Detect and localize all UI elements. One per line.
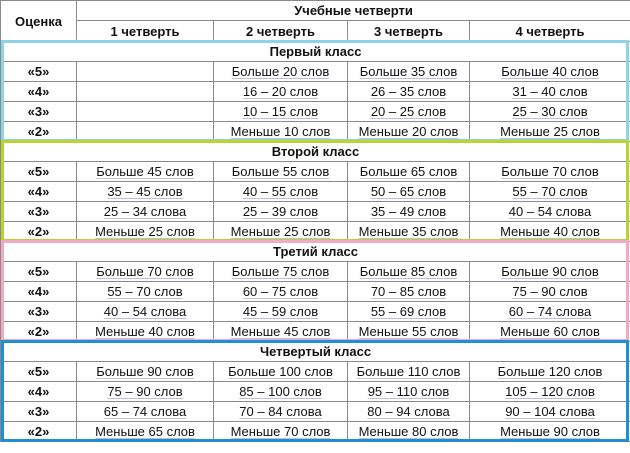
section-title-row: [1, 42, 630, 62]
table-row: [1, 422, 630, 442]
quarter-1-cell: [77, 82, 214, 102]
quarter-2-cell: [214, 202, 348, 222]
word-count-value: 80 – 94 слова: [367, 404, 450, 419]
table-row: [1, 362, 630, 382]
word-count-value: Меньше 55 слов: [358, 324, 459, 339]
grade-cell: «4»: [1, 282, 77, 302]
word-count-value: Меньше 90 слов: [500, 424, 600, 439]
quarter-3-cell: [348, 82, 470, 102]
word-count-value: 75 – 90 слов: [512, 284, 588, 299]
word-count-value: 31 – 40 слов: [512, 84, 588, 99]
quarter-4-cell: [470, 202, 630, 222]
grade-cell: «4»: [1, 182, 77, 202]
word-count-value: Меньше 40 слов: [500, 224, 600, 239]
word-count-value: 40 – 54 слова: [103, 304, 187, 319]
quarter-1-cell: [77, 422, 214, 442]
quarter-1-cell: [77, 162, 214, 182]
word-count-value: Больше 90 слов: [96, 364, 194, 379]
word-count-value: Меньше 10 слов: [230, 124, 331, 139]
quarter-4-cell: [470, 62, 630, 82]
table-row: [1, 302, 630, 322]
quarter-4-cell: [470, 302, 630, 322]
word-count-value: Меньше 25 слов: [95, 224, 195, 239]
grade-cell: «3»: [1, 202, 77, 222]
quarter-header-1: 1 четверть: [77, 21, 214, 42]
grade-cell: «2»: [1, 422, 77, 442]
table-row: [1, 202, 630, 222]
word-count-value: 105 – 120 слов: [505, 384, 595, 399]
section-title-row: [1, 142, 630, 162]
table-row: [1, 122, 630, 142]
table-row: [1, 182, 630, 202]
grade-cell: «5»: [1, 62, 77, 82]
quarter-2-cell: [214, 122, 348, 142]
grade-cell: «3»: [1, 102, 77, 122]
word-count-value: Больше 70 слов: [501, 164, 599, 179]
quarter-4-cell: [470, 222, 630, 242]
quarter-4-cell: [470, 122, 630, 142]
word-count-value: 35 – 49 слов: [370, 204, 447, 219]
quarter-1-cell: [77, 62, 214, 82]
grade-cell: «2»: [1, 122, 77, 142]
word-count-value: Больше 110 слов: [356, 364, 461, 379]
grade-cell: «2»: [1, 222, 77, 242]
grade-column-header: Оценка: [1, 1, 77, 42]
word-count-value: Больше 40 слов: [501, 64, 599, 79]
word-count-value: Больше 55 слов: [231, 164, 330, 179]
word-count-value: 25 – 39 слов: [242, 204, 319, 219]
word-count-value: 55 – 70 слов: [107, 284, 183, 299]
grade-cell: «5»: [1, 162, 77, 182]
word-count-value: Меньше 25 слов: [500, 124, 600, 139]
word-count-value: Больше 75 слов: [231, 264, 330, 279]
word-count-value: 35 – 45 слов: [107, 184, 183, 199]
grade-cell: «4»: [1, 382, 77, 402]
table-row: [1, 162, 630, 182]
quarter-3-cell: [348, 202, 470, 222]
quarter-4-cell: [470, 382, 630, 402]
word-count-value: 40 – 55 слов: [242, 184, 319, 199]
word-count-value: Больше 35 слов: [359, 64, 458, 79]
word-count-value: 55 – 69 слов: [370, 304, 447, 319]
quarter-3-cell: [348, 282, 470, 302]
quarter-1-cell: [77, 122, 214, 142]
quarter-2-cell: [214, 82, 348, 102]
quarter-2-cell: [214, 62, 348, 82]
header-row-quarters: [1, 21, 630, 42]
quarter-2-cell: [214, 282, 348, 302]
quarter-3-cell: [348, 62, 470, 82]
grade-cell: «4»: [1, 82, 77, 102]
word-count-value: 25 – 30 слов: [512, 104, 588, 119]
table-row: [1, 402, 630, 422]
quarters-title: Учебные четверти: [77, 1, 630, 21]
quarter-1-cell: [77, 382, 214, 402]
quarter-2-cell: [214, 362, 348, 382]
word-count-value: 95 – 110 слов: [367, 384, 450, 399]
word-count-value: Меньше 70 слов: [230, 424, 331, 439]
word-count-value: Больше 90 слов: [501, 264, 599, 279]
table-row: [1, 282, 630, 302]
quarter-1-cell: [77, 362, 214, 382]
table-row: [1, 262, 630, 282]
quarter-3-cell: [348, 302, 470, 322]
quarter-4-cell: [470, 282, 630, 302]
quarter-2-cell: [214, 222, 348, 242]
quarter-2-cell: [214, 102, 348, 122]
quarter-2-cell: [214, 322, 348, 342]
section-title: Второй класс: [1, 142, 630, 162]
quarter-1-cell: [77, 222, 214, 242]
word-count-value: Меньше 20 слов: [358, 124, 459, 139]
quarter-2-cell: [214, 302, 348, 322]
quarter-4-cell: [470, 102, 630, 122]
word-count-value: 60 – 75 слов: [242, 284, 319, 299]
word-count-value: Меньше 40 слов: [95, 324, 195, 339]
word-count-value: 75 – 90 слов: [107, 384, 183, 399]
quarter-2-cell: [214, 402, 348, 422]
word-count-value: 45 – 59 слов: [242, 304, 319, 319]
quarter-1-cell: [77, 282, 214, 302]
quarter-1-cell: [77, 302, 214, 322]
word-count-value: 16 – 20 слов: [242, 84, 319, 99]
quarter-header-4: 4 четверть: [470, 21, 630, 42]
quarter-2-cell: [214, 382, 348, 402]
word-count-value: Меньше 65 слов: [95, 424, 195, 439]
section-title: Третий класс: [1, 242, 630, 262]
quarter-4-cell: [470, 422, 630, 442]
quarter-1-cell: [77, 102, 214, 122]
quarter-2-cell: [214, 262, 348, 282]
word-count-value: 90 – 104 слова: [505, 404, 595, 419]
quarter-1-cell: [77, 182, 214, 202]
grade-cell: «5»: [1, 262, 77, 282]
quarter-2-cell: [214, 422, 348, 442]
grade-cell: «3»: [1, 402, 77, 422]
grade-cell: «5»: [1, 362, 77, 382]
quarter-3-cell: [348, 222, 470, 242]
quarter-2-cell: [214, 162, 348, 182]
quarter-1-cell: [77, 322, 214, 342]
section-title: Четвертый класс: [1, 342, 630, 362]
word-count-value: Больше 70 слов: [96, 264, 194, 279]
quarter-header-3: 3 четверть: [348, 21, 470, 42]
quarter-header-2: 2 четверть: [214, 21, 348, 42]
word-count-value: Меньше 60 слов: [500, 324, 600, 339]
quarter-3-cell: [348, 162, 470, 182]
quarter-3-cell: [348, 322, 470, 342]
quarter-1-cell: [77, 402, 214, 422]
quarter-3-cell: [348, 262, 470, 282]
quarter-3-cell: [348, 362, 470, 382]
quarter-3-cell: [348, 422, 470, 442]
word-count-value: Больше 100 слов: [228, 364, 333, 379]
word-count-value: Больше 85 слов: [359, 264, 458, 279]
quarter-4-cell: [470, 362, 630, 382]
word-count-value: 55 – 70 слов: [512, 184, 588, 199]
section-title: Первый класс: [1, 42, 630, 62]
section-title-row: [1, 342, 630, 362]
word-count-value: Больше 20 слов: [231, 64, 330, 79]
quarter-4-cell: [470, 182, 630, 202]
word-count-value: Больше 120 слов: [497, 364, 603, 379]
quarter-3-cell: [348, 382, 470, 402]
word-count-value: Больше 45 слов: [96, 164, 194, 179]
quarter-4-cell: [470, 402, 630, 422]
word-count-value: 60 – 74 слова: [508, 304, 592, 319]
word-count-value: 70 – 85 слов: [370, 284, 447, 299]
word-count-value: 85 – 100 слов: [239, 384, 322, 399]
word-count-value: 40 – 54 слова: [508, 204, 592, 219]
word-count-value: Меньше 25 слов: [230, 224, 331, 239]
table-row: [1, 82, 630, 102]
quarter-4-cell: [470, 322, 630, 342]
quarter-4-cell: [470, 82, 630, 102]
grade-cell: «2»: [1, 322, 77, 342]
table-row: [1, 102, 630, 122]
quarter-2-cell: [214, 182, 348, 202]
word-count-value: 10 – 15 слов: [242, 104, 319, 119]
quarter-4-cell: [470, 162, 630, 182]
grade-cell: «3»: [1, 302, 77, 322]
word-count-value: 25 – 34 слова: [103, 204, 187, 219]
word-count-value: Больше 65 слов: [359, 164, 458, 179]
word-count-value: 50 – 65 слов: [370, 184, 447, 199]
table-row: [1, 222, 630, 242]
quarter-3-cell: [348, 402, 470, 422]
word-count-value: 70 – 84 слова: [239, 404, 322, 419]
word-count-value: Меньше 80 слов: [358, 424, 459, 439]
quarter-3-cell: [348, 102, 470, 122]
word-count-value: 65 – 74 слова: [103, 404, 187, 419]
word-count-value: 20 – 25 слов: [370, 104, 447, 119]
word-count-value: Меньше 35 слов: [358, 224, 459, 239]
table-row: [1, 62, 630, 82]
quarter-1-cell: [77, 202, 214, 222]
table-row: [1, 322, 630, 342]
quarter-1-cell: [77, 262, 214, 282]
header-row-top: [1, 1, 630, 21]
quarter-3-cell: [348, 122, 470, 142]
word-count-value: 26 – 35 слов: [370, 84, 447, 99]
quarter-3-cell: [348, 182, 470, 202]
section-title-row: [1, 242, 630, 262]
word-count-value: Меньше 45 слов: [230, 324, 331, 339]
table-row: [1, 382, 630, 402]
quarter-4-cell: [470, 262, 630, 282]
